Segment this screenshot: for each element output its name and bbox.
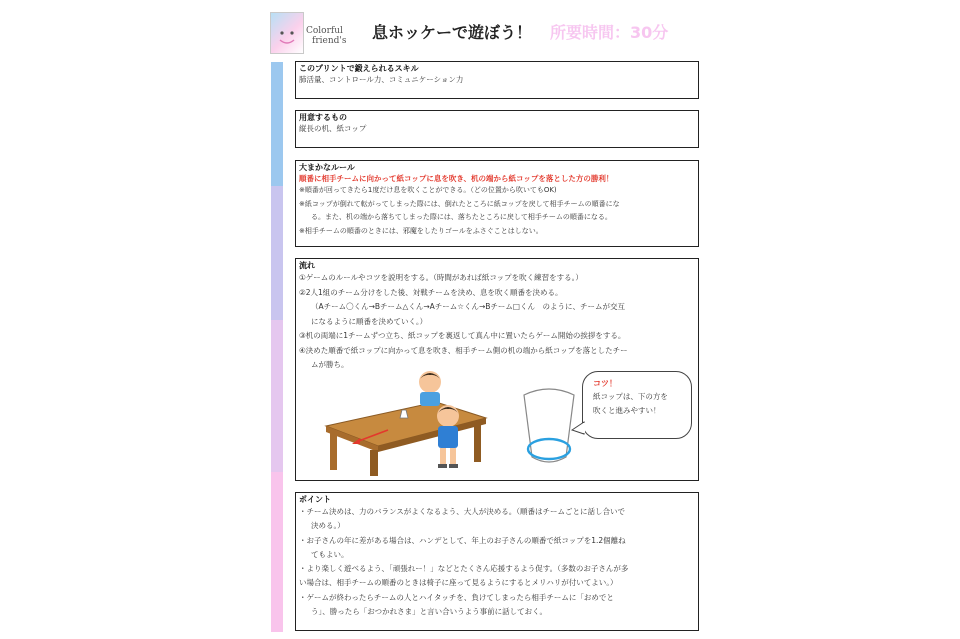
color-stripe-blue [271, 62, 283, 186]
tip-title: コツ！ [593, 379, 617, 388]
flow-step: になるように順番を決めていく。） [311, 316, 428, 326]
point-item: ・チーム決めは、力のバランスがよくなるよう、大人が決める。（順番はチームごとに話し合いで [299, 507, 626, 516]
flow-step: （Aチーム〇くん→Bチーム△くん→Aチーム☆くん→Bチーム□くん のように、チームが交互 [311, 302, 625, 311]
point-item: てもよい。 [311, 549, 349, 559]
logo-text: Colorful friend's [306, 26, 347, 46]
flow-step: ムが勝ち。 [311, 360, 349, 369]
point-item: ・より楽しく遊べるよう、「頑張れー！」などとたくさん応援するよう促す。（多数のお子さんが多 [299, 564, 629, 574]
points-title: ポイント [299, 495, 331, 504]
points-section [295, 492, 699, 631]
point-item: ・お子さんの年に差がある場合は、ハンデとして、年上のお子さんの順番で紙コップを1.2個離ね [299, 535, 626, 545]
materials-section [295, 110, 699, 148]
flow-step: ①ゲームのルールやコツを説明をする。（時間があれば紙コップを吹く練習をする。） [299, 273, 583, 282]
skills-text: 肺活量、コントロール力、コミュニケーション力 [299, 75, 464, 84]
color-stripe-pink [271, 472, 283, 632]
tip-bubble [582, 371, 692, 439]
bubble-tail [572, 420, 592, 436]
skills-section [295, 61, 699, 99]
brand-logo [270, 10, 360, 54]
point-item: い場合は、相手チームの順番のときは椅子に座って見るようにするとメリハリが付いてよい。） [299, 578, 618, 588]
duration-label: 所要時間：30分 [550, 23, 669, 42]
header [268, 8, 708, 56]
materials-title: 用意するもの [299, 113, 347, 122]
flow-step: ②2人1組のチーム分けをした後、対戦チームを決め、息を吹く順番を決める。 [299, 287, 563, 297]
point-item: ・ゲームが終わったらチームの人とハイタッチを、負けてしまったら相手チームに「おめでと [299, 592, 614, 602]
logo-face-icon [270, 12, 304, 54]
worksheet-page [268, 8, 708, 633]
point-item: う」、勝ったら「おつかれさま」と言い合いうよう事前に話しておく。 [311, 607, 548, 617]
rules-line: ※順番が回ってきたら1度だけ息を吹くことができる。（どの位置から吹いてもOK) [299, 186, 557, 194]
rules-line: る。また、机の端から落ちてしまった際には、落ちたところに戻して相手チームの順番になる。 [311, 213, 612, 221]
rules-line: ※相手チームの順番のときには、邪魔をしたりゴールをふさぐことはしない。 [299, 226, 543, 235]
flow-step: ④決めた順番で紙コップに向かって息を吹き、相手チーム側の机の端から紙コップを落としたチー [299, 345, 628, 355]
rules-section [295, 160, 699, 247]
rules-line: ※紙コップが倒れて転がってしまった際には、倒れたところに紙コップを戻して相手チームの順番にな [299, 199, 620, 208]
flow-title: 流れ [299, 261, 315, 270]
kids-blowing-cup-illustration [318, 360, 488, 480]
tip-text: 紙コップは、下の方を [593, 392, 668, 401]
rules-highlight: 順番に相手チームに向かって紙コップに息を吹き、机の端から紙コップを落とした方の勝利！ [299, 174, 614, 183]
flow-step: ③机の両端に1チームずつ立ち、紙コップを裏返して真ん中に置いたらゲーム開始の挨拶をする。 [299, 331, 626, 340]
point-item: 決める。） [311, 521, 345, 531]
tip-text: 吹くと進みやすい！ [593, 406, 661, 415]
materials-text: 縦長の机、紙コップ [299, 124, 367, 133]
skills-title: このプリントで鍛えられるスキル [299, 64, 419, 73]
color-stripe-lavender [271, 186, 283, 320]
color-stripe-purple [271, 320, 283, 472]
page-title: 息ホッケーで遊ぼう！ [372, 23, 533, 42]
rules-title: 大まかなルール [299, 163, 355, 172]
